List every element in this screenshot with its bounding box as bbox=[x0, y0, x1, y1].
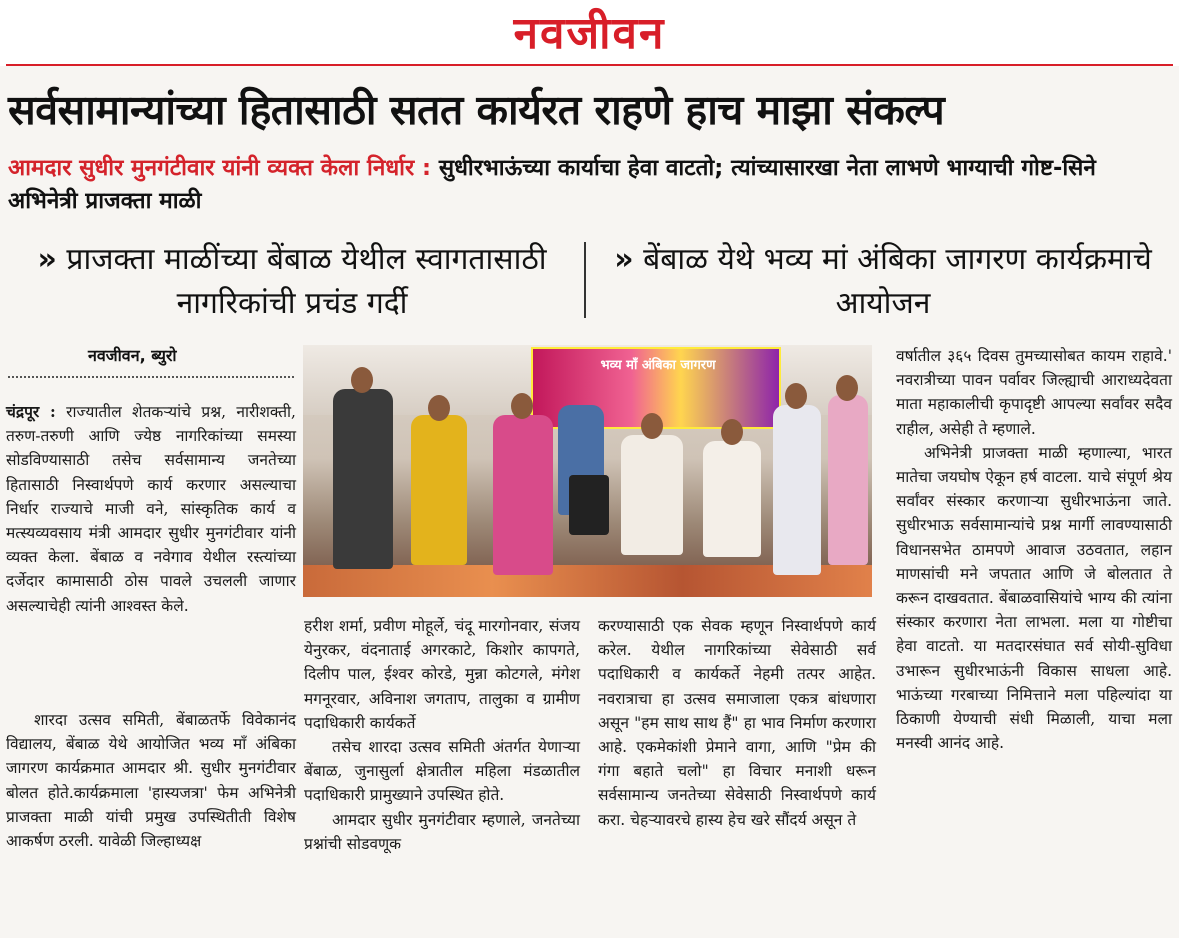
person-head bbox=[785, 383, 807, 409]
paragraph-text: राज्यातील शेतकऱ्यांचे प्रश्न, नारीशक्ती, तरुण-तरुणी आणि ज्येष्ठ नागरिकांच्या समस्या सोडविण्यासाठी तसेच सर्वसामान्य जनतेच्या हितासाठी निस्वार्थपणे कार्य करणार असल्याचा निर्धार राज्याचे माजी वने, सांस्कृतिक कार्य व मत्स्यव्यवसाय मंत्री आमदार सुधीर मुनगंटीवार यांनी व्यक्त केला. बेंबाळ व नवेगाव येथील रस्त्यांच्या दर्जेदार कामासाठी ठोस पावले उचलली जाणार असल्याचेही त्यांनी आश्वस्त केले. bbox=[6, 403, 296, 615]
person-head bbox=[641, 413, 663, 439]
chevron-icon: » bbox=[614, 242, 634, 277]
subheadline bbox=[8, 152, 1168, 218]
headline: सर्वसामान्यांच्या हितासाठी सतत कार्यरत राहणे हाच माझा संकल्प bbox=[8, 86, 945, 134]
highlight-right-text: बेंबाळ येथे भव्य मां अंबिका जागरण कार्यक्रमाचे आयोजन bbox=[643, 242, 1152, 321]
person-head bbox=[351, 367, 373, 393]
person-figure bbox=[828, 395, 868, 565]
person-head bbox=[721, 419, 743, 445]
person-head bbox=[511, 393, 533, 419]
newspaper-logo: नवजीवन bbox=[513, 8, 666, 59]
paragraph: अभिनेत्री प्राजक्ता माळी म्हणाल्या, भारत मातेचा जयघोष ऐकून हर्ष वाटला. याचे संपूर्ण श्रेय सर्वांवर संस्कार करणाऱ्या सुधीरभाऊंना जाते. सुधीरभाऊ सर्वसामान्यांचे प्रश्न मार्गी लावण्यासाठी विधानसभेत ठामपणे आवाज उठवतात, लहान माणसांची मने जपतात आणि जे बोलतात ते करून दाखवतात. बेंबाळवासियांचे भाग्य की त्यांना संस्कार करणारा नेता लाभला. मला या गोष्टीचा हेवा वाटतो. या मतदारसंघात सर्व सोयी-सुविधा उभारून सुधीरभाऊंनी विकास साधला आहे. भाऊंच्या गरबाच्या निमित्ताने मला पहिल्यांदा या ठिकाणी येण्याची संधी मिळाली, याचा मला मनस्वी आनंद आहे. bbox=[896, 443, 1172, 753]
person-figure bbox=[703, 441, 761, 557]
paragraph bbox=[6, 400, 296, 618]
dateline: चंद्रपूर : bbox=[6, 402, 56, 421]
byline: नवजीवन, ब्युरो bbox=[88, 346, 177, 365]
column-1-continued bbox=[6, 708, 296, 853]
paragraph: शारदा उत्सव समिती, बेंबाळतर्फे विवेकानंद विद्यालय, बेंबाळ येथे आयोजित भव्य माँ अंबिका जागरण कार्यक्रमात आमदार श्री. सुधीर मुनगंटीवार बोलत होते.कार्यक्रमाला 'हास्यजत्रा' फेम अभिनेत्री प्राजक्ता माळी यांची प्रमुख उपस्थितीती विशेष आकर्षण ठरली. यावेळी जिल्हाध्यक्ष bbox=[6, 711, 296, 851]
paragraph: करण्यासाठी एक सेवक म्हणून निस्वार्थपणे कार्य करेल. येथील नागरिकांच्या सेवेसाठी सर्व पदाधिकारी व कार्यकर्ते नेहमी तत्पर आहेत. नवरात्राचा हा उत्सव समाजाला एकत्र बांधणारा असून "हम साथ साथ हैं" हा भाव निर्माण करणारा आहे. एकमेकांशी प्रेमाने वागा, आणि "प्रेम की गंगा बहाते चलो" हा विचार मनाशी धरून सर्वसामान्य जनतेच्या सेवेसाठी निस्वार्थपणे कार्य करा. चेहऱ्यावरचे हास्य हेच खरे सौंदर्य असून ते bbox=[598, 617, 876, 829]
banner-text: भव्य माँ अंबिका जागरण bbox=[600, 358, 716, 373]
person-figure bbox=[493, 415, 553, 575]
paragraph: वर्षातील ३६५ दिवस तुमच्यासोबत कायम राहावे.' नवरात्रीच्या पावन पर्वावर जिल्ह्याची आराध्यदेवता माता महाकालीची कृपादृष्टी आपल्या सर्वांवर सदैव राहील, असेही ते म्हणाले. bbox=[896, 347, 1172, 438]
subhead-red-lead: आमदार सुधीर मुनगंटीवार यांनी व्यक्त केला निर्धार : bbox=[8, 155, 432, 181]
paragraph: हरीश शर्मा, प्रवीण मोहूर्ले, चंदू मारगोनवार, संजय येनुरकर, वंदनाताई अगरकाटे, किशोर कापगते, दिलीप पाल, ईश्वर कोरडे, मुन्ना कोटगले, मंगेश मगनूरवार, अविनाश जगताप, तालुका व ग्रामीण पदाधिकारी कार्यकर्ते bbox=[304, 617, 580, 732]
column-4 bbox=[896, 344, 1172, 755]
byline-rule bbox=[8, 376, 294, 378]
chair bbox=[569, 475, 609, 535]
event-photo bbox=[303, 345, 872, 597]
person-figure bbox=[773, 405, 821, 575]
paragraph: आमदार सुधीर मुनगंटीवार म्हणाले, जनतेच्या प्रश्नांची सोडवणूक bbox=[304, 810, 580, 853]
subhead-text: सुधीरभाऊंच्या कार्याचा हेवा वाटतो; त्यांच्यासारखा नेता लाभणे भाग्याची गोष्ट-सिने अभिनेत्री प्राजक्ता माळी bbox=[8, 155, 1096, 214]
person-head bbox=[428, 395, 450, 421]
person-head bbox=[836, 375, 858, 401]
chevron-icon: » bbox=[37, 242, 57, 277]
person-figure bbox=[621, 435, 683, 555]
highlight-left bbox=[14, 238, 570, 328]
highlight-left-text: प्राजक्ता माळींच्या बेंबाळ येथील स्वागतासाठी नागरिकांची प्रचंड गर्दी bbox=[66, 242, 547, 321]
masthead bbox=[0, 0, 1179, 66]
masthead-rule bbox=[6, 64, 1173, 66]
column-1 bbox=[6, 400, 296, 618]
column-2 bbox=[304, 614, 580, 856]
person-figure bbox=[411, 415, 467, 565]
highlight-right bbox=[600, 238, 1166, 328]
paragraph: तसेच शारदा उत्सव समिती अंतर्गत येणाऱ्या बेंबाळ, जुनासुर्ला क्षेत्रातील महिला मंडळातील पदाधिकारी प्रामुख्याने उपस्थित होते. bbox=[304, 738, 580, 805]
person-figure bbox=[333, 389, 393, 569]
column-3 bbox=[598, 614, 876, 832]
highlight-divider bbox=[584, 242, 586, 318]
